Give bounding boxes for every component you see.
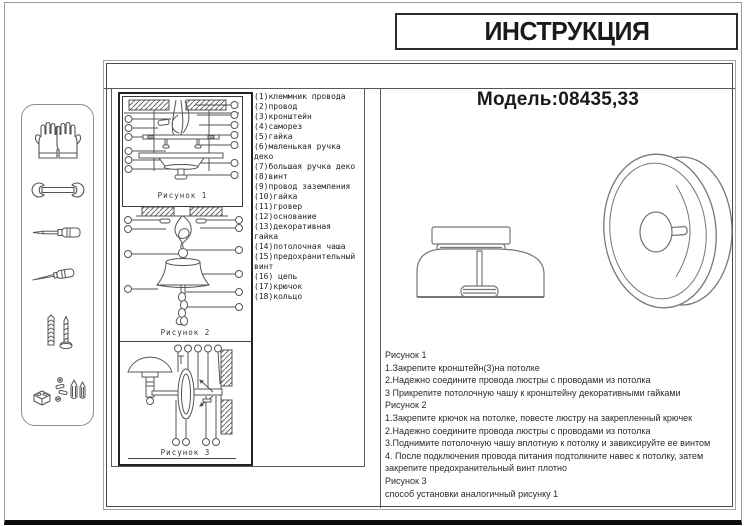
- model-title: Модель:08435,33: [476, 89, 640, 110]
- dowel-and-screw-icon: [22, 313, 93, 351]
- instruction-line: Рисунок 2: [385, 400, 427, 411]
- figure-1-drawing: [123, 97, 240, 189]
- part-item: (11)гровер: [254, 202, 303, 211]
- figure-2-drawing: [120, 206, 247, 327]
- part-item: (6)маленькая ручка деко: [254, 142, 341, 161]
- part-item: (5)гайка: [254, 132, 293, 141]
- part-item: (1)клеммник провода: [254, 92, 346, 101]
- instruction-line: 2.Надежно соедините провода люстры с проводами из потолка: [385, 375, 651, 386]
- figures-and-parts-panel: [111, 88, 365, 467]
- figure-2-divider: [120, 341, 251, 342]
- figure-3-underline: [128, 458, 236, 459]
- instruction-line: закрепите предохранительный винт плотно: [385, 463, 568, 474]
- part-item: (12)основание: [254, 212, 317, 221]
- part-item: (15)предохранительный винт: [254, 252, 356, 271]
- instruction-line: 3.Поднимите потолочную чашу вплотную к потолку и завиксируйте ее винтом: [385, 438, 711, 449]
- instruction-title-box: [395, 13, 738, 50]
- small-fasteners-icon: [22, 373, 93, 407]
- part-item: (7)большая ручка деко: [254, 162, 356, 171]
- instruction-line: способ установки аналогичный рисунку 1: [385, 488, 559, 499]
- instruction-line: 1.Закрепите крючок на потолке, повесте люстру на закрепленный крючек: [385, 412, 693, 423]
- instruction-line: 3 Прикрепите потолочную чашу к кронштейну декоративными гайками: [385, 387, 681, 398]
- instruction-line: Рисунок 3: [385, 475, 427, 486]
- part-item: (18)кольцо: [254, 292, 303, 301]
- wrench-icon: [22, 181, 93, 199]
- figure-2-label: Рисунок 2: [160, 328, 211, 337]
- phillips-screwdriver-icon: [22, 263, 93, 287]
- part-item: (14)потолочная чаша: [254, 242, 346, 251]
- figure-3-label: Рисунок 3: [160, 448, 211, 457]
- fixture-perspective-drawing: [600, 151, 735, 311]
- figures-panel: [118, 92, 253, 466]
- part-item: (9)провод заземления: [254, 182, 351, 191]
- flat-screwdriver-icon: [22, 225, 93, 240]
- instruction-line: Рисунок 1: [385, 350, 427, 360]
- instruction-line: 1.Закрепите кронштейн(3)на потолке: [385, 362, 540, 373]
- figure-1-label: Рисунок 1: [157, 191, 208, 200]
- part-item: (2)провод: [254, 102, 298, 111]
- part-item: (16) цепь: [254, 272, 298, 281]
- instruction-line: 2.Надежно соедините провода люстры с проводами из потолка: [385, 425, 651, 436]
- right-panel: [380, 88, 735, 508]
- part-item: (3)кронштейн: [254, 112, 312, 121]
- gloves-icon: [22, 119, 93, 161]
- figure-3-drawing: [120, 344, 247, 446]
- part-item: (4)саморез: [254, 122, 303, 131]
- fixture-side-view-drawing: [414, 221, 554, 303]
- assembly-instructions: [385, 349, 729, 500]
- part-item: (8)винт: [254, 172, 288, 181]
- page-title: ИНСТРУКЦИЯ: [483, 16, 649, 46]
- tools-panel: [21, 104, 94, 426]
- part-item: (10)гайка: [254, 192, 298, 201]
- part-item: (17)крючок: [254, 282, 303, 291]
- instruction-line: 4. После подключения провода питания подтолкните навес к потолку, затем: [385, 450, 704, 461]
- parts-list: [254, 92, 358, 302]
- part-item: (13)декоративная гайка: [254, 222, 332, 241]
- main-panel: [103, 60, 736, 510]
- figure-1-box: [122, 96, 243, 207]
